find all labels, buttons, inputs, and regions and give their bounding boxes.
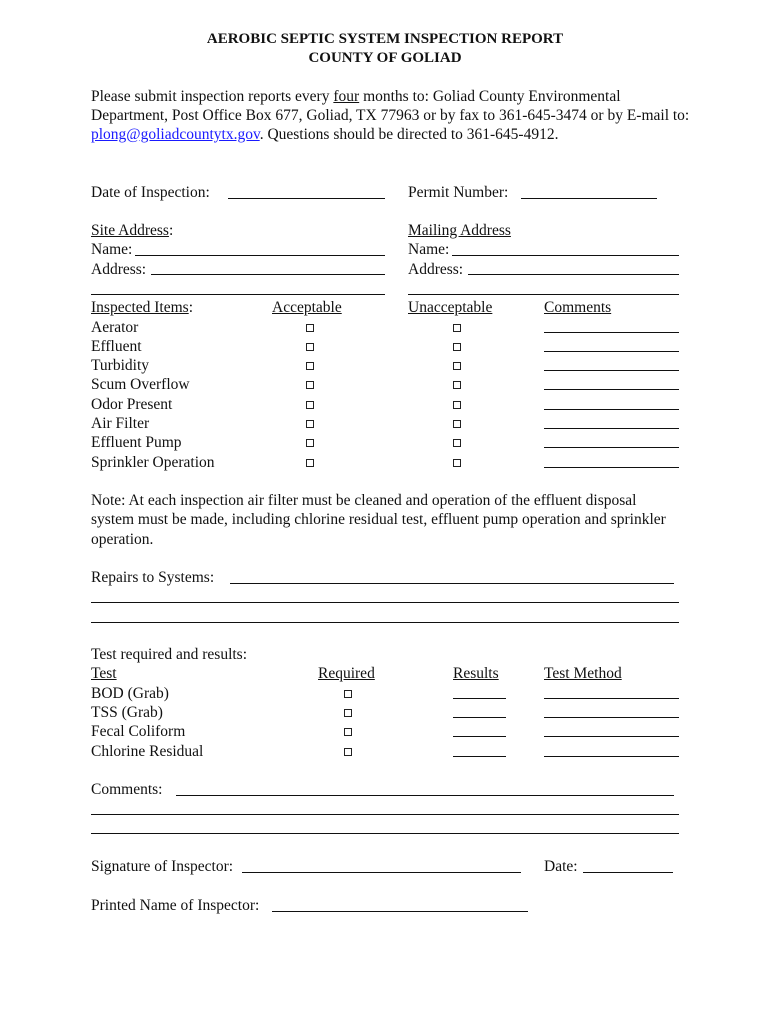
signature-date-field[interactable] (583, 872, 673, 873)
permit-number-field[interactable] (521, 198, 657, 199)
test-method-field[interactable] (544, 756, 679, 757)
report-title: AEROBIC SEPTIC SYSTEM INSPECTION REPORT (206, 31, 564, 47)
inspected-item: Sprinkler Operation (91, 454, 215, 471)
unacceptable-checkbox[interactable] (453, 343, 461, 351)
acceptable-header: Acceptable (272, 299, 342, 316)
result-field[interactable] (453, 736, 506, 737)
test-method-field[interactable] (544, 736, 679, 737)
repairs-field-line-2[interactable] (91, 602, 679, 603)
required-checkbox[interactable] (344, 690, 352, 698)
repairs-label: Repairs to Systems: (91, 569, 215, 586)
unacceptable-checkbox[interactable] (453, 459, 461, 467)
inspected-items-header (91, 298, 193, 317)
inspected-item: Air Filter (91, 415, 150, 432)
acceptable-checkbox[interactable] (306, 439, 314, 447)
result-field[interactable] (453, 698, 506, 699)
test-item: BOD (Grab) (91, 685, 169, 702)
comments-label: Comments: (91, 781, 163, 798)
acceptable-checkbox[interactable] (306, 343, 314, 351)
comment-field[interactable] (544, 370, 679, 371)
comment-field[interactable] (544, 332, 679, 333)
intro-line-2: Department, Post Office Box 677, Goliad, TX 77963 or by fax to 361-645-3474 or by E-mail to: (91, 107, 690, 124)
acceptable-checkbox[interactable] (306, 401, 314, 409)
tests-heading: Test required and results: (91, 646, 248, 663)
signature-field[interactable] (242, 872, 521, 873)
test-method-column-header: Test Method (544, 665, 622, 682)
inspected-item: Effluent Pump (91, 434, 182, 451)
required-checkbox[interactable] (344, 709, 352, 717)
mailing-address-heading (408, 221, 511, 240)
comments-field[interactable] (176, 795, 674, 796)
test-item: TSS (Grab) (91, 704, 163, 721)
comments-field-line-3[interactable] (91, 833, 679, 834)
acceptable-checkbox[interactable] (306, 362, 314, 370)
required-checkbox[interactable] (344, 728, 352, 736)
intro-line-3 (91, 125, 558, 144)
unacceptable-checkbox[interactable] (453, 401, 461, 409)
acceptable-checkbox[interactable] (306, 420, 314, 428)
site-name-field[interactable] (135, 255, 385, 256)
intro-text: . Questions should be directed to 361-645-4912. (259, 126, 559, 143)
unacceptable-checkbox[interactable] (453, 324, 461, 332)
results-column-header: Results (453, 665, 499, 682)
intro-line-1 (91, 87, 621, 106)
acceptable-checkbox[interactable] (306, 381, 314, 389)
result-field[interactable] (453, 717, 506, 718)
printed-name-field[interactable] (272, 911, 528, 912)
email-link[interactable]: plong@goliadcountytx.gov (91, 126, 260, 143)
inspected-items-colon: : (188, 299, 194, 316)
unacceptable-checkbox[interactable] (453, 381, 461, 389)
comment-field[interactable] (544, 351, 679, 352)
test-item: Chlorine Residual (91, 743, 204, 760)
site-heading-text: Site Address (91, 222, 169, 239)
acceptable-checkbox[interactable] (306, 459, 314, 467)
mailing-address-field[interactable] (468, 274, 679, 275)
intro-text: Please submit inspection reports every (91, 88, 334, 105)
inspected-item: Aerator (91, 319, 139, 336)
site-address-field[interactable] (151, 274, 385, 275)
note-line-2: system must be made, including chlorine residual test, effluent pump operation and sprinkler (91, 511, 666, 528)
comments-field-line-2[interactable] (91, 814, 679, 815)
required-column-header: Required (318, 665, 375, 682)
site-heading-colon: : (168, 222, 174, 239)
unacceptable-checkbox[interactable] (453, 420, 461, 428)
mailing-address-line-2[interactable] (408, 294, 679, 295)
inspected-item: Odor Present (91, 396, 173, 413)
printed-name-label: Printed Name of Inspector: (91, 897, 260, 914)
mailing-address-label: Address: (408, 261, 464, 278)
test-column-header: Test (91, 665, 117, 682)
report-subtitle: COUNTY OF GOLIAD (308, 50, 462, 66)
intro-underlined-four: four (333, 88, 360, 105)
result-field[interactable] (453, 756, 506, 757)
site-address-line-2[interactable] (91, 294, 385, 295)
intro-text: months to: Goliad County Environmental (359, 88, 621, 105)
site-address-heading (91, 221, 173, 240)
date-of-inspection-field[interactable] (228, 198, 385, 199)
comment-field[interactable] (544, 447, 679, 448)
unacceptable-checkbox[interactable] (453, 439, 461, 447)
permit-number-label: Permit Number: (408, 184, 509, 201)
unacceptable-header: Unacceptable (408, 299, 493, 316)
comment-field[interactable] (544, 389, 679, 390)
date-of-inspection-label: Date of Inspection: (91, 184, 210, 201)
test-method-field[interactable] (544, 698, 679, 699)
test-method-field[interactable] (544, 717, 679, 718)
signature-label: Signature of Inspector: (91, 858, 234, 875)
signature-date-label: Date: (544, 858, 578, 875)
mailing-name-label: Name: (408, 241, 450, 258)
mailing-heading-text: Mailing Address (408, 222, 511, 239)
comment-field[interactable] (544, 428, 679, 429)
note-line-1: Note: At each inspection air filter must be cleaned and operation of the effluent disposal (91, 492, 637, 509)
inspected-items-header-text: Inspected Items (91, 299, 189, 316)
inspected-item: Scum Overflow (91, 376, 190, 393)
repairs-field[interactable] (230, 583, 674, 584)
site-name-label: Name: (91, 241, 133, 258)
comments-header: Comments (544, 299, 612, 316)
test-item: Fecal Coliform (91, 723, 186, 740)
unacceptable-checkbox[interactable] (453, 362, 461, 370)
comment-field[interactable] (544, 467, 679, 468)
repairs-field-line-3[interactable] (91, 622, 679, 623)
comment-field[interactable] (544, 409, 679, 410)
site-address-label: Address: (91, 261, 147, 278)
required-checkbox[interactable] (344, 748, 352, 756)
inspected-item: Turbidity (91, 357, 150, 374)
mailing-name-field[interactable] (452, 255, 679, 256)
note-line-3: operation. (91, 531, 154, 548)
acceptable-checkbox[interactable] (306, 324, 314, 332)
inspected-item: Effluent (91, 338, 142, 355)
